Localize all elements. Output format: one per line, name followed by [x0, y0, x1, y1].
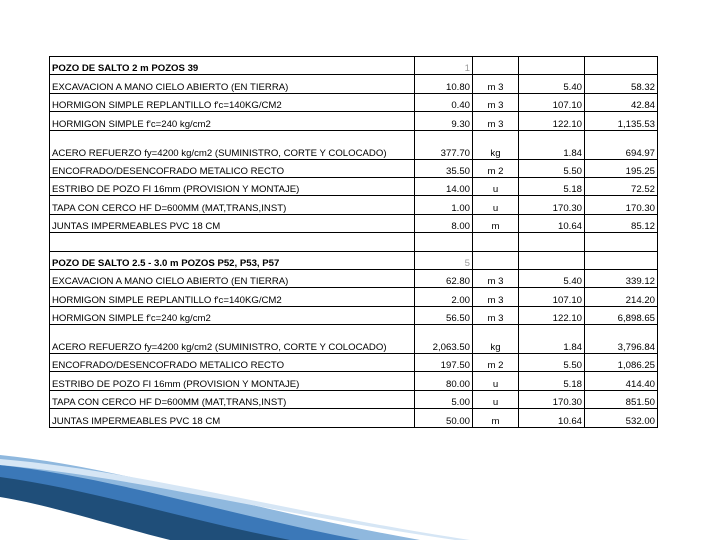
- item-quantity: 14.00: [415, 177, 473, 195]
- empty-cell: [519, 251, 585, 269]
- budget-table: [49, 56, 658, 428]
- item-description: TAPA CON CERCO HF D=600MM (MAT,TRANS,INST): [50, 196, 415, 214]
- item-description: ACERO REFUERZO fy=4200 kg/cm2 (SUMINISTRO, CORTE Y COLOCADO): [50, 130, 415, 159]
- item-total: 6,898.65: [585, 306, 658, 324]
- item-unit: m 3: [473, 269, 519, 287]
- item-total: 170.30: [585, 196, 658, 214]
- table-row: [50, 196, 658, 214]
- table-row: [50, 390, 658, 408]
- table-row: [50, 130, 658, 159]
- item-total: 694.97: [585, 130, 658, 159]
- item-unit: m 3: [473, 288, 519, 306]
- item-description: EXCAVACION A MANO CIELO ABIERTO (EN TIERRA): [50, 75, 415, 93]
- item-description: ENCOFRADO/DESENCOFRADO METALICO RECTO: [50, 159, 415, 177]
- table-row: [50, 112, 658, 130]
- item-unit-price: 170.30: [519, 196, 585, 214]
- table-row: [50, 159, 658, 177]
- item-total: 414.40: [585, 372, 658, 390]
- item-unit-price: 5.18: [519, 372, 585, 390]
- table-row: [50, 306, 658, 324]
- item-unit-price: 1.84: [519, 325, 585, 354]
- item-unit: m 3: [473, 93, 519, 111]
- table-row: [50, 214, 658, 232]
- item-unit: u: [473, 177, 519, 195]
- item-unit: u: [473, 196, 519, 214]
- item-unit-price: 5.40: [519, 269, 585, 287]
- decorative-swoosh: [0, 455, 720, 540]
- item-quantity: 8.00: [415, 214, 473, 232]
- empty-cell: [585, 57, 658, 75]
- item-unit: m 3: [473, 306, 519, 324]
- item-total: 532.00: [585, 409, 658, 427]
- item-description: ESTRIBO DE POZO FI 16mm (PROVISION Y MONTAJE): [50, 177, 415, 195]
- table-row: [50, 409, 658, 427]
- empty-cell: [415, 233, 473, 251]
- table-row: [50, 75, 658, 93]
- item-unit-price: 5.18: [519, 177, 585, 195]
- item-description: HORMIGON SIMPLE REPLANTILLO f'c=140KG/CM2: [50, 93, 415, 111]
- table-row: [50, 177, 658, 195]
- item-quantity: 80.00: [415, 372, 473, 390]
- item-unit: kg: [473, 325, 519, 354]
- item-total: 42.84: [585, 93, 658, 111]
- item-quantity: 62.80: [415, 269, 473, 287]
- item-unit-price: 122.10: [519, 112, 585, 130]
- section-title: POZO DE SALTO 2 m POZOS 39: [50, 57, 415, 75]
- spacer-row: [50, 233, 658, 251]
- table-row: [50, 269, 658, 287]
- item-unit: m 2: [473, 159, 519, 177]
- section-index: 5: [415, 251, 473, 269]
- item-unit-price: 5.50: [519, 159, 585, 177]
- table-row: [50, 93, 658, 111]
- budget-table-body: [50, 57, 658, 428]
- item-total: 1,086.25: [585, 354, 658, 372]
- item-description: JUNTAS IMPERMEABLES PVC 18 CM: [50, 214, 415, 232]
- table-row: [50, 372, 658, 390]
- item-quantity: 197.50: [415, 354, 473, 372]
- empty-cell: [585, 251, 658, 269]
- item-quantity: 10.80: [415, 75, 473, 93]
- item-description: HORMIGON SIMPLE f'c=240 kg/cm2: [50, 112, 415, 130]
- item-quantity: 5.00: [415, 390, 473, 408]
- item-unit-price: 107.10: [519, 288, 585, 306]
- item-total: 1,135.53: [585, 112, 658, 130]
- item-unit: m: [473, 214, 519, 232]
- empty-cell: [473, 233, 519, 251]
- item-quantity: 56.50: [415, 306, 473, 324]
- item-quantity: 377.70: [415, 130, 473, 159]
- item-unit: m 2: [473, 354, 519, 372]
- table-row: [50, 325, 658, 354]
- item-description: EXCAVACION A MANO CIELO ABIERTO (EN TIERRA): [50, 269, 415, 287]
- item-unit: m 3: [473, 112, 519, 130]
- item-description: ACERO REFUERZO fy=4200 kg/cm2 (SUMINISTRO, CORTE Y COLOCADO): [50, 325, 415, 354]
- item-unit: kg: [473, 130, 519, 159]
- item-description: HORMIGON SIMPLE f'c=240 kg/cm2: [50, 306, 415, 324]
- item-unit-price: 5.50: [519, 354, 585, 372]
- item-total: 85.12: [585, 214, 658, 232]
- empty-cell: [585, 233, 658, 251]
- item-unit-price: 122.10: [519, 306, 585, 324]
- item-quantity: 0.40: [415, 93, 473, 111]
- item-description: ENCOFRADO/DESENCOFRADO METALICO RECTO: [50, 354, 415, 372]
- item-unit-price: 10.64: [519, 409, 585, 427]
- item-total: 339.12: [585, 269, 658, 287]
- empty-cell: [519, 233, 585, 251]
- item-quantity: 35.50: [415, 159, 473, 177]
- item-unit-price: 10.64: [519, 214, 585, 232]
- section-title-row: [50, 251, 658, 269]
- item-description: HORMIGON SIMPLE REPLANTILLO f'c=140KG/CM2: [50, 288, 415, 306]
- item-quantity: 9.30: [415, 112, 473, 130]
- item-total: 3,796.84: [585, 325, 658, 354]
- empty-cell: [473, 251, 519, 269]
- item-total: 195.25: [585, 159, 658, 177]
- empty-cell: [473, 57, 519, 75]
- table-row: [50, 354, 658, 372]
- item-quantity: 2.00: [415, 288, 473, 306]
- section-title: POZO DE SALTO 2.5 - 3.0 m POZOS P52, P53, P57: [50, 251, 415, 269]
- item-total: 214.20: [585, 288, 658, 306]
- item-unit: u: [473, 372, 519, 390]
- item-quantity: 50.00: [415, 409, 473, 427]
- section-title-row: [50, 57, 658, 75]
- item-description: TAPA CON CERCO HF D=600MM (MAT,TRANS,INST): [50, 390, 415, 408]
- item-total: 851.50: [585, 390, 658, 408]
- item-description: JUNTAS IMPERMEABLES PVC 18 CM: [50, 409, 415, 427]
- empty-cell: [50, 233, 415, 251]
- item-unit-price: 1.84: [519, 130, 585, 159]
- empty-cell: [519, 57, 585, 75]
- item-unit: u: [473, 390, 519, 408]
- table-row: [50, 288, 658, 306]
- item-unit-price: 5.40: [519, 75, 585, 93]
- section-index: 1: [415, 57, 473, 75]
- item-unit-price: 170.30: [519, 390, 585, 408]
- item-unit: m: [473, 409, 519, 427]
- item-quantity: 1.00: [415, 196, 473, 214]
- item-unit: m 3: [473, 75, 519, 93]
- item-description: ESTRIBO DE POZO FI 16mm (PROVISION Y MONTAJE): [50, 372, 415, 390]
- item-total: 58.32: [585, 75, 658, 93]
- item-quantity: 2,063.50: [415, 325, 473, 354]
- item-unit-price: 107.10: [519, 93, 585, 111]
- item-total: 72.52: [585, 177, 658, 195]
